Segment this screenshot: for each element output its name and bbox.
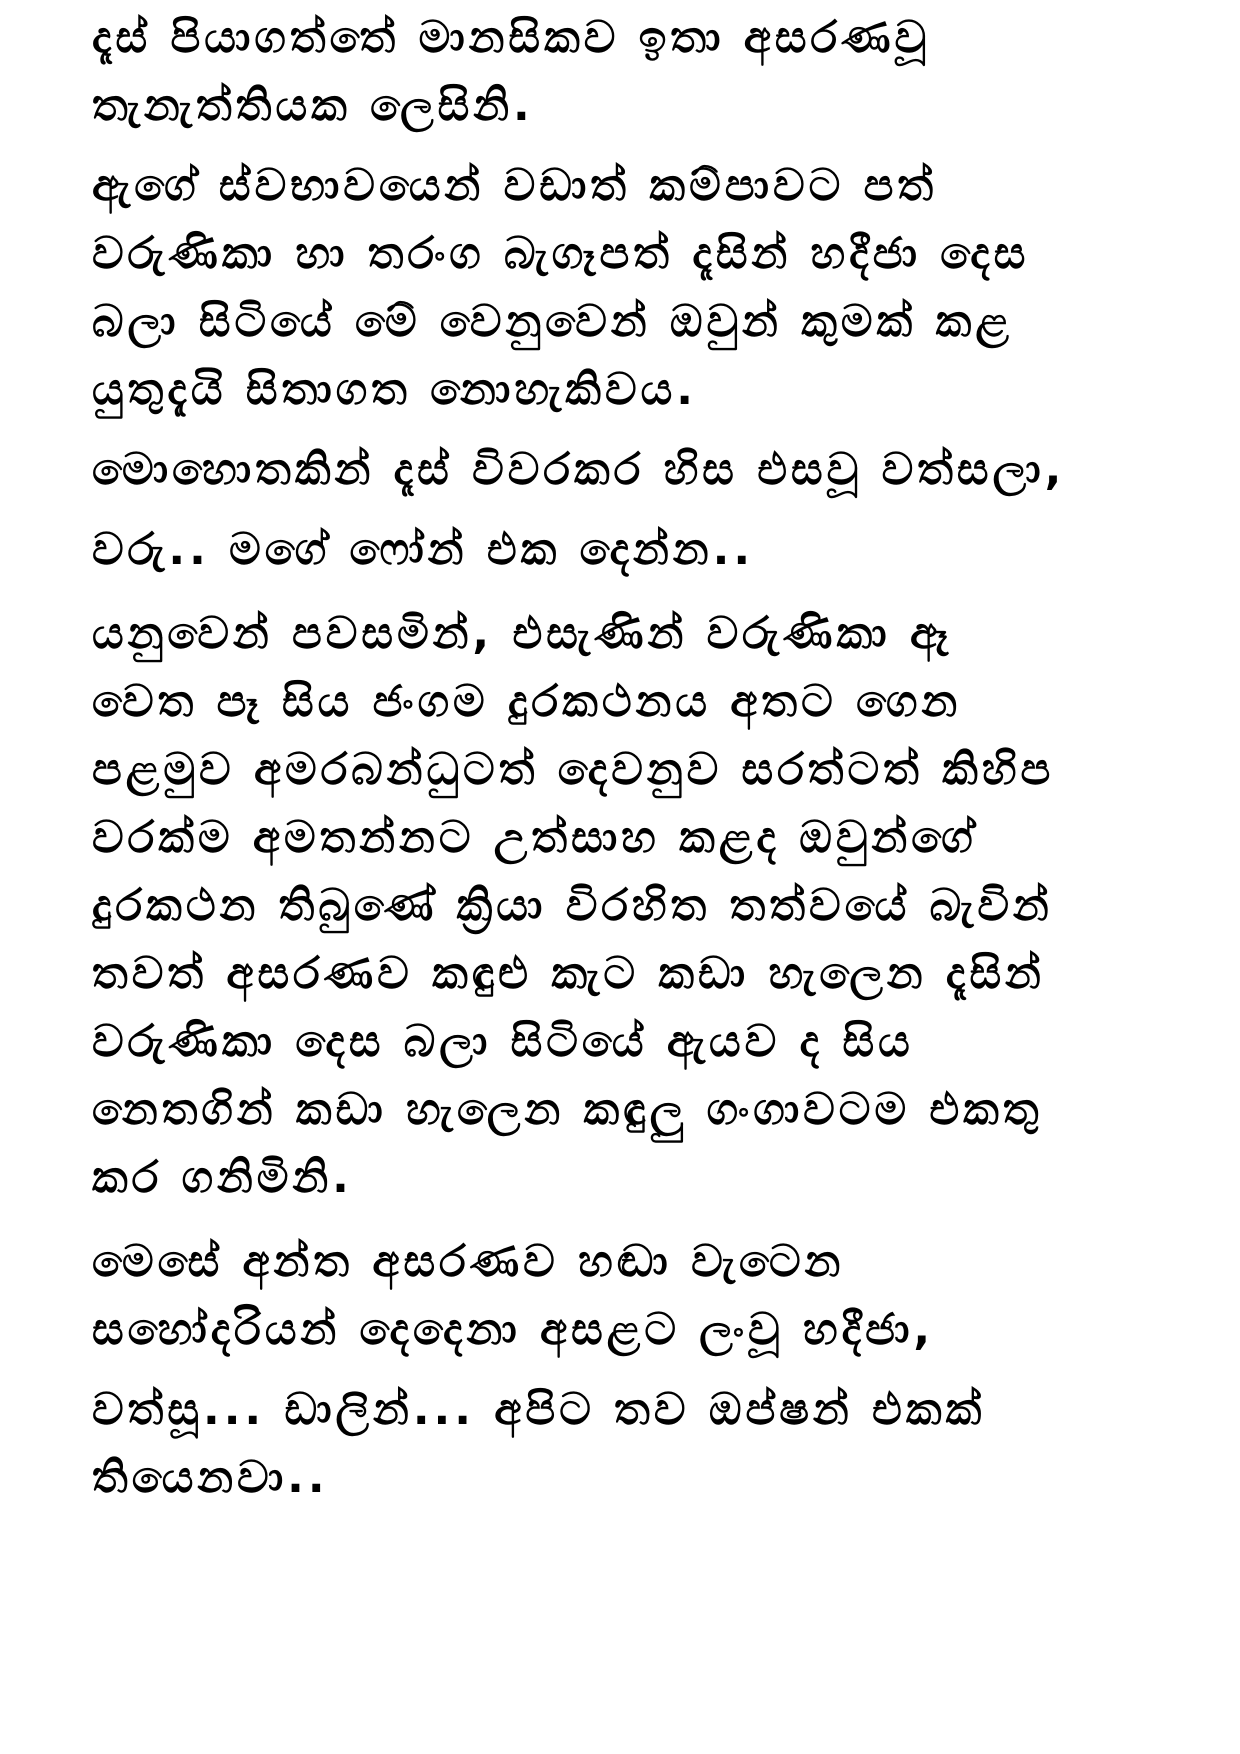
text-line: වරුණිකා හා තරංග බැගෑපත් දෑසින් හදීජා දෙස — [92, 228, 1030, 279]
text-line: යුතුදැයි සිතාගත නොහැකිවය. — [92, 364, 697, 415]
text-line: සහෝදරියන් දෙදෙනා අසළට ලංවූ හදීජා, — [92, 1304, 935, 1355]
text-line: තැනැත්තියක ලෙසිනි. — [92, 80, 534, 131]
text-line: තවත් අසරණව කඳුළු කැට කඩා හැලෙන දෑසින් — [92, 948, 1045, 999]
text-line: මෙසේ අන්ත අසරණව හඬා වැටෙන — [92, 1236, 845, 1287]
text-line: දෑස් පියාගත්තේ මානසිකව ඉතා අසරණවූ — [92, 12, 931, 63]
text-line: වරු.. මගේ ෆෝන් එක දෙන්න.. — [92, 524, 755, 575]
text-line: නෙතගින් කඩා හැලෙන කඳුලු ගංගාවටම එකතු — [92, 1084, 1043, 1135]
text-line: වත්සූ... ඩාලින්... අපිට තව ඔප්ෂන් එකක් — [92, 1384, 986, 1435]
text-line: තියෙනවා.. — [92, 1452, 329, 1503]
text-line: වරුණිකා දෙස බලා සිටියේ ඇයව ද සිය — [92, 1016, 914, 1067]
text-line: මොහොතකින් දෑස් විවරකර හිස එසවූ වත්සලා, — [92, 444, 1066, 495]
text-line: වරක්ම අමතන්නට උත්සාහ කළද ඔවුන්ගේ — [92, 812, 977, 863]
text-line: ඇගේ ස්වභාවයෙන් වඩාත් කම්පාවට පත් — [92, 160, 938, 211]
text-line: බලා සිටියේ මේ වෙනුවෙන් ඔවුන් කුමක් කළ — [92, 296, 1013, 347]
text-line: පළමුව අමරබන්ධුටත් දෙවනුව සරත්ටත් කිහිප — [92, 744, 1055, 795]
text-line: දුරකථන තිබුණේ ක්‍රියා විරහිත තත්වයේ බැවින් — [92, 880, 1053, 931]
text-line: යනුවෙන් පවසමින්, එසැණින් වරුණිකා ඈ — [92, 608, 953, 659]
text-line: වෙත පෑ සිය ජංගම දුරකථනය අතට ගෙන — [92, 676, 962, 727]
text-line: කර ගනිමිනි. — [92, 1152, 353, 1203]
